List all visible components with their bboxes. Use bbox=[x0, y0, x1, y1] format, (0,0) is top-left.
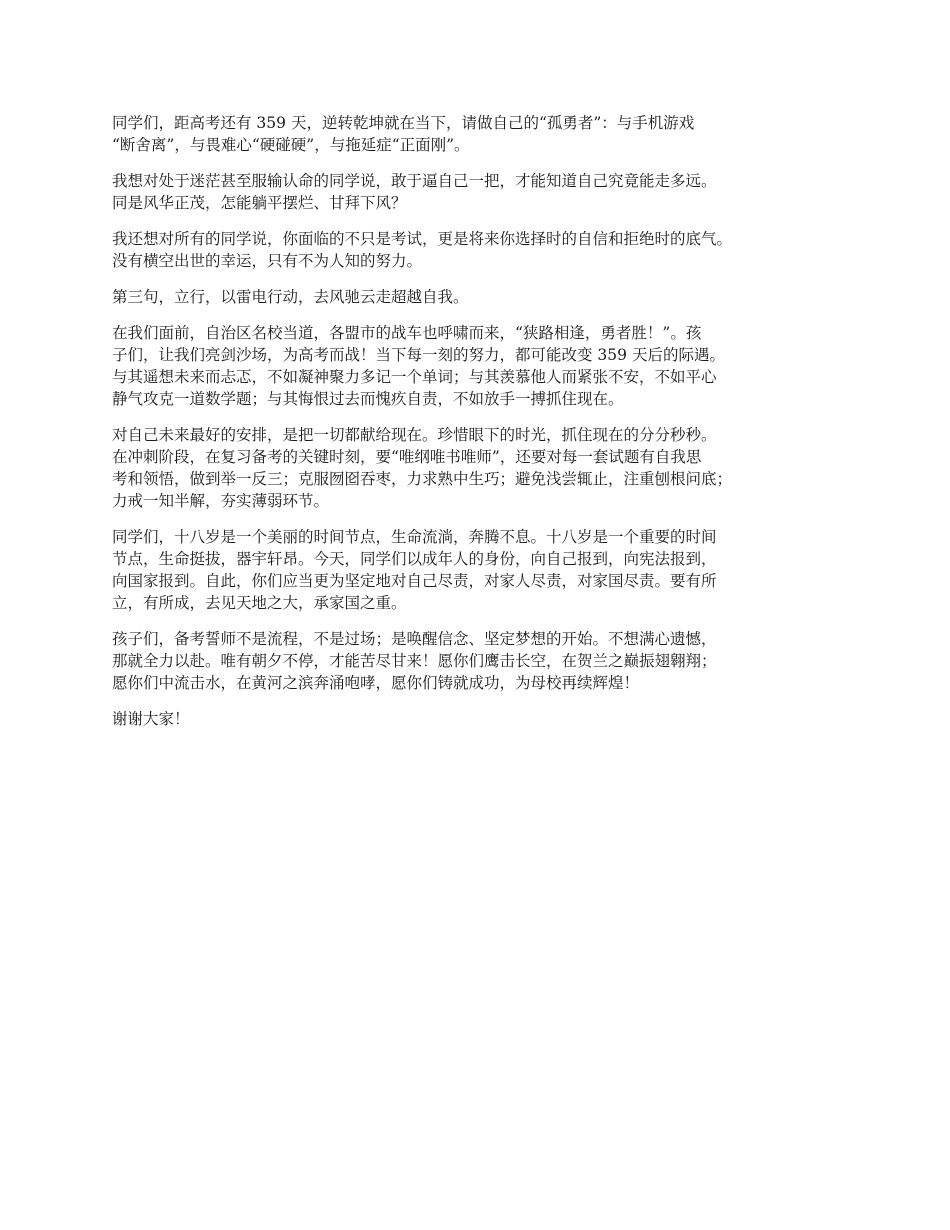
paragraph-3: 我还想对所有的同学说，你面临的不只是考试，更是将来你选择时的自信和拒绝时的底气。 没有横空出世的幸运，只有不为人知的努力。 bbox=[112, 230, 733, 270]
paragraph-7: 同学们，十八岁是一个美丽的时间节点，生命流淌，奔腾不息。十八岁是一个重要的时间 节点，生命挺拔，器宇轩昂。今天，同学们以成年人的身份，向自己报到，向宪法报到， 向国家报到。自此，你们应当更为坚定地对自己尽责，对家人尽责，对家国尽责。要有所 立，有所成，去见天地之大，承家国之重。 bbox=[112, 528, 717, 612]
paragraph-1: 同学们，距高考还有 359 天，逆转乾坤就在当下，请做自己的“孤勇者”：与手机游戏 “断舍离”，与畏难心“硬碰硬”，与拖延症“正面刚”。 bbox=[112, 114, 695, 154]
paragraph-6: 对自己未来最好的安排，是把一切都献给现在。珍惜眼下的时光，抓住现在的分分秒秒。 在冲刺阶段，在复习备考的关键时刻，要“唯纲唯书唯师”，还要对每一套试题有自我思 考和领悟，做到举一反三；克服囫囵吞枣，力求熟中生巧；避免浅尝辄止，注重刨根问底； 力戒一知半解，夯实薄弱环节。 bbox=[112, 426, 733, 510]
paragraph-8: 孩子们，备考誓师不是流程，不是过场；是唤醒信念、坚定梦想的开始。不想满心遗憾， 那就全力以赴。唯有朝夕不停，才能苦尽甘来！愿你们鹰击长空，在贺兰之巅振翅翱翔； 愿你们中流击水，在黄河之滨奔涌咆哮，愿你们铸就成功，为母校再续辉煌！ bbox=[112, 630, 717, 692]
paragraph-2: 我想对处于迷茫甚至服输认命的同学说，敢于逼自己一把，才能知道自己究竟能走多远。 同是风华正茂，怎能躺平摆烂、甘拜下风？ bbox=[112, 172, 717, 212]
document-page bbox=[112, 112, 852, 744]
closing-line: 谢谢大家！ bbox=[112, 710, 190, 728]
paragraph-5: 在我们面前，自治区名校当道，各盟市的战车也呼啸而来，“狭路相逢，勇者胜！”。孩 子们，让我们亮剑沙场，为高考而战！当下每一刻的努力，都可能改变 359 天后的际遇。 与其遥想未来而忐忑，不如凝神聚力多记一个单词；与其羡慕他人而紧张不安，不如平心 静气攻克一道数学题；与其悔恨过去而愧疚自责，不如放手一搏抓住现在。 bbox=[112, 324, 725, 408]
paragraph-4: 第三句，立行，以雷电行动，去风驰云走超越自我。 bbox=[112, 288, 469, 306]
